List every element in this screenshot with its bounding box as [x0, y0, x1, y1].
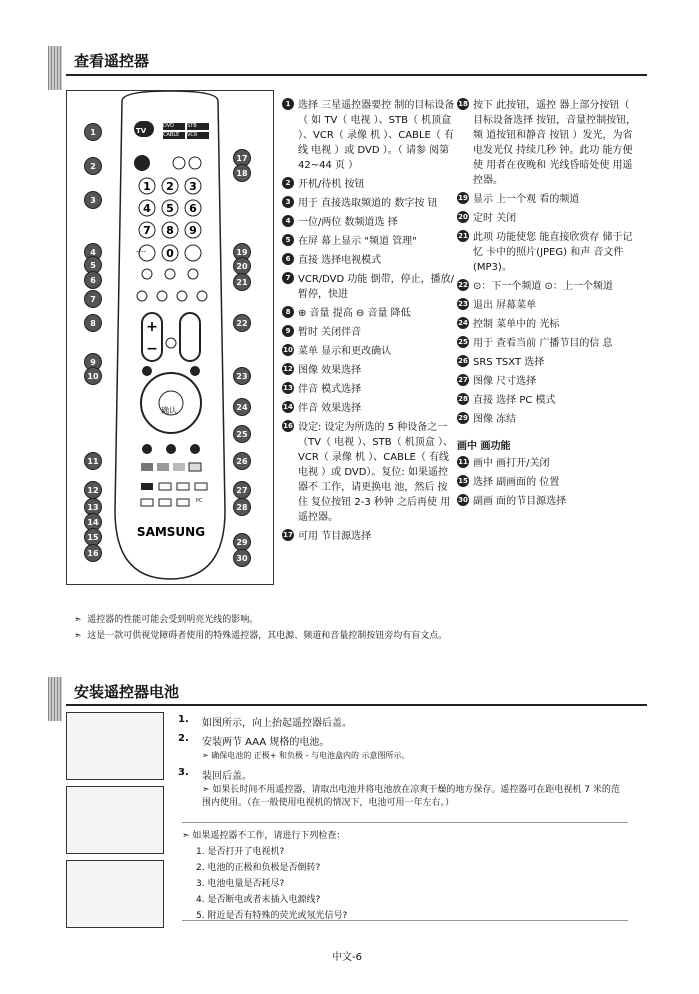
step-3-note: ➣ 如果长时间不用遥控器，请取出电池并将电池放在凉爽干燥的地方保存。遥控器可在距电视机 7 米的范围内使用。（在一般使用电视机的情况下，电池可用一年左右。） [202, 785, 620, 808]
callout-4: 4 [84, 243, 102, 261]
callout-26: 26 [233, 452, 251, 470]
callout-23: 23 [233, 367, 251, 385]
legend-item-19: 19 显示 上一个观 看的频道 [458, 193, 580, 205]
callout-29: 29 [233, 533, 251, 551]
callout-20: 20 [233, 257, 251, 275]
svg-text:+: + [146, 319, 158, 335]
legend-item-2: 2 开机/待机 按钮 [282, 177, 456, 192]
callout-25: 25 [233, 425, 251, 443]
callout-14: 14 [84, 513, 102, 531]
callout-8: 8 [84, 314, 102, 332]
svg-text:3: 3 [189, 180, 197, 193]
check-item: 1. 是否打开了电视机? [196, 847, 285, 857]
legend-item-17: 17 可用 节目源选择 [283, 530, 372, 542]
callout-24: 24 [233, 398, 251, 416]
svg-text:4: 4 [143, 202, 151, 215]
callout-27: 27 [233, 481, 251, 499]
page-number: 中文-6 [332, 952, 362, 963]
confirm-label: 确认 [161, 406, 177, 415]
legend-item-27: 27 图像 尺寸选择 [458, 375, 537, 387]
legend-item-26: 26 SRS TSXT 选择 [458, 356, 545, 368]
legend-item-16: 16 设定: 设定为所选的 5 种设备之一（TV（ 电视 ）、STB（ 机顶盒 ）、VCR（ 录像 机 ）、CABLE（ 有线电视 ）或 DVD）。复位: 如果遥控器不 工作，请更换电 池，然后 按住 复位按钮 2-3 秒钟 之后再使 用遥控器。 [283, 421, 453, 523]
stb-label: STB [187, 123, 197, 129]
divider [66, 74, 647, 76]
callout-1: 1 [84, 123, 102, 141]
legend-left [282, 98, 456, 548]
note-2: ➣ 这是一款可供视觉障碍者使用的特殊遥控器，其电源、频道和音量控制按钮旁均有盲文点。 [74, 631, 448, 641]
header-bar [48, 46, 62, 90]
legend-item-24: 24 控制 菜单中的 光标 [458, 318, 560, 330]
legend-item-3: 3 用于 直接选取频道的 数字按 钮 [282, 196, 456, 211]
brand-logo: SAMSUNG [136, 525, 206, 539]
power-button [134, 155, 150, 171]
legend-item-25: 25 用于 查看当前 广播节目的信 息 [458, 337, 613, 349]
callout-3: 3 [84, 191, 102, 209]
tv-label: TV [136, 127, 147, 135]
callout-30: 30 [233, 549, 251, 567]
step-1: 1. 如图所示，向上抬起遥控器后盖。 [178, 714, 352, 729]
callout-28: 28 [233, 498, 251, 516]
legend-item-22: 22 ⊙：下一个频道 ⊙：上一个频道 [458, 280, 613, 292]
battery-figure-2 [66, 786, 164, 854]
step-2-note: ➣ 确保电池的 正极+ 和负极 - 与电池盒内的 示意图所示。 [202, 751, 410, 760]
step-2: 2. 安装两节 AAA 规格的电池。 [178, 733, 330, 748]
svg-text:8: 8 [166, 224, 174, 237]
legend-item-21: 21 此项 功能使您 能直接欣赏存 储于记忆 卡中的照片(JPEG) 和声 音文件(MP3)。 [458, 231, 633, 273]
callout-9: 9 [84, 353, 102, 371]
check-item: 2. 电池的正极和负极是否倒转? [196, 863, 321, 873]
legend-item-6: 6 直接 选择电视模式 [282, 253, 456, 268]
legend-item-9: 9 暂时 关闭伴音 [282, 325, 456, 340]
note-1: ➣ 遥控器的性能可能会受到明亮光线的影响。 [74, 615, 259, 625]
svg-text:6: 6 [189, 202, 197, 215]
install-steps [178, 714, 628, 816]
svg-text:7: 7 [143, 224, 151, 237]
legend-right [457, 98, 637, 513]
legend-item-5: 5 在屏 幕上显示 "频道 管理" [282, 234, 456, 249]
svg-text:2: 2 [166, 180, 174, 193]
legend-item-11: 11 画中 画打开/关闭 [458, 457, 550, 469]
callout-22: 22 [233, 314, 251, 332]
callout-2: 2 [84, 157, 102, 175]
legend-item-10: 10 菜单 显示和更改确认 [283, 345, 392, 357]
legend-item-29: 29 图像 冻结 [458, 413, 517, 425]
section-title: 查看遥控器 [74, 52, 150, 70]
callout-16: 16 [84, 544, 102, 562]
legend-item-7: 7 VCR/DVD 功能 倒带，停止，播放/暂停，快进 [282, 272, 456, 302]
callout-7: 7 [84, 290, 102, 308]
vcr-label: VCR [187, 132, 198, 138]
svg-text:−: − [146, 341, 158, 357]
divider [66, 704, 647, 706]
callout-11: 11 [84, 452, 102, 470]
check-item: 4. 是否断电或者未插入电源线? [196, 895, 321, 905]
callout-15: 15 [84, 528, 102, 546]
callout-18: 18 [233, 164, 251, 182]
legend-item-14: 14 伴音 效果选择 [283, 402, 362, 414]
legend-item-1: 1 选择 三星遥控器要控 制的目标设备（ 如 TV（ 电视 ）、STB（ 机顶盒 ）、VCR（ 录像 机 ）、CABLE（ 有线 电视 ）或 DVD ）。（ 请参 阅第 42~44 页 ） [282, 98, 456, 173]
battery-figure-3 [66, 860, 164, 928]
pip-title: 画中 画功能 [457, 441, 511, 452]
check-list [182, 828, 628, 924]
callout-21: 21 [233, 273, 251, 291]
legend-item-15: 15 选择 副画面的 位置 [458, 476, 560, 488]
callout-19: 19 [233, 243, 251, 261]
pc-label: PC [196, 498, 203, 504]
digit-dash-label: -/-- [136, 248, 146, 256]
legend-item-18: 18 按下 此按钮，遥控 器上部分按钮（ 目标设备选择 按钮，音量控制按钮，频 道按钮和静音 按钮 ）发光，为省 电发光仅 持续几秒 钟。此功 能方便使 用者在夜晚和 光线昏暗处使 用遥控器。 [458, 99, 637, 186]
battery-figure-1 [66, 712, 164, 780]
callout-17: 17 [233, 149, 251, 167]
legend-item-28: 28 直接 选择 PC 模式 [458, 394, 556, 406]
dvd-label: DVD [163, 123, 175, 129]
legend-item-23: 23 退出 屏幕菜单 [458, 299, 537, 311]
check-item: 3. 电池电量是否耗尽? [196, 879, 285, 889]
callout-6: 6 [84, 271, 102, 289]
legend-item-4: 4 一位/两位 数频道选 择 [282, 215, 456, 230]
legend-item-20: 20 定时 关闭 [458, 212, 517, 224]
step-3: 3. 装回后盖。 [178, 767, 252, 782]
check-title: ➣ 如果遥控器不工作，请进行下列检查： [182, 831, 346, 841]
check-divider [182, 822, 628, 823]
legend-item-12: 12 图像 效果选择 [283, 364, 362, 376]
svg-text:0: 0 [166, 247, 174, 260]
callout-13: 13 [84, 498, 102, 516]
callout-10: 10 [84, 367, 102, 385]
cable-label: CABLE [163, 132, 180, 138]
header-bar [48, 677, 62, 721]
legend-item-13: 13 伴音 模式选择 [283, 383, 362, 395]
svg-text:5: 5 [166, 202, 174, 215]
legend-item-30: 30 副画 面的节目源选择 [458, 495, 567, 507]
callout-5: 5 [84, 256, 102, 274]
svg-text:1: 1 [143, 180, 151, 193]
check-item: 5. 附近是否有特殊的荧光或氖光信号? [196, 911, 348, 921]
svg-text:9: 9 [189, 224, 197, 237]
section-title: 安装遥控器电池 [74, 683, 180, 701]
legend-item-8: 8 ⊕ 音量 提高 ⊖ 音量 降低 [282, 306, 456, 321]
callout-12: 12 [84, 481, 102, 499]
check-divider [182, 920, 628, 921]
